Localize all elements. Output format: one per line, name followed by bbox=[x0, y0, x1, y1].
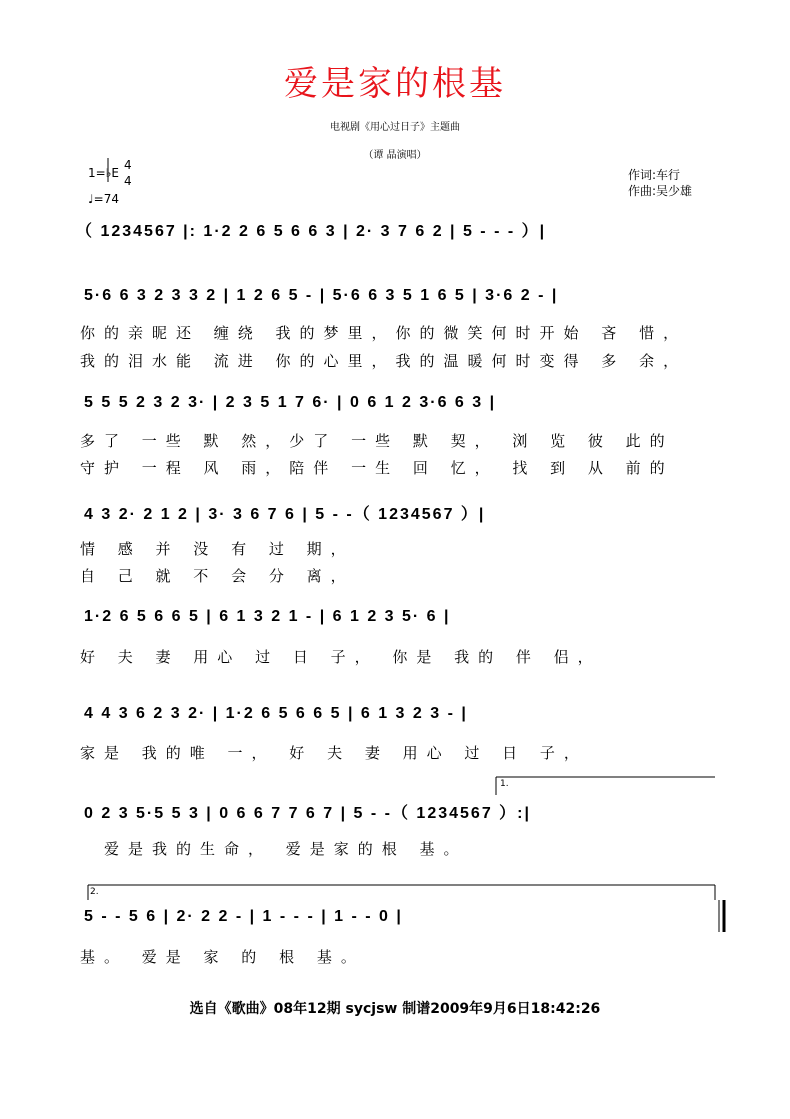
lyric-line: 自 己 就 不 会 分 离， bbox=[80, 567, 355, 585]
notation-row: 5·6 6 3 2 3 3 2 | 1 2 6 5 - | 5·6 6 3 5 1 6 5 | 3·6 2 - | bbox=[84, 287, 559, 304]
key-signature: 1=♭E bbox=[88, 166, 119, 180]
lyric-line: 家是 我的唯 一， 好 夫 妻 用心 过 日 子， bbox=[80, 744, 588, 762]
volta-1-label: 1. bbox=[500, 779, 509, 789]
composer-credit: 作曲:吴少雄 bbox=[628, 184, 693, 198]
notation-row: 4 4 3 6 2 3 2· | 1·2 6 5 6 6 5 | 6 1 3 2 3 - | bbox=[84, 705, 468, 722]
subtitle: 电视剧《用心过日子》主题曲 bbox=[330, 122, 460, 133]
notation-row: 1·2 6 5 6 6 5 | 6 1 3 2 1 - | 6 1 2 3 5· 6 | bbox=[84, 608, 451, 625]
notation-row: 0 2 3 5·5 5 3 | 0 6 6 7 7 6 7 | 5 - -（ 1234567 ）:| bbox=[84, 805, 531, 822]
page-title: 爱是家的根基 bbox=[284, 64, 506, 104]
tempo-marking: ♩=74 bbox=[88, 192, 119, 206]
lyric-line: 你的亲昵还 缠绕 我的梦里，你的微笑何时开始 吝 惜， bbox=[80, 324, 688, 342]
lyricist-credit: 作词:车行 bbox=[628, 168, 681, 182]
lyric-line: 多了 一些 默 然，少了 一些 默 契， 浏 览 彼 此的 bbox=[80, 432, 674, 450]
notation-row: 5 - - 5 6 | 2· 2 2 - | 1 - - - | 1 - - 0 | bbox=[84, 908, 403, 925]
lyric-line: 基。 爱是 家 的 根 基。 bbox=[80, 948, 365, 966]
volta-2-label: 2. bbox=[90, 887, 99, 897]
notation-row: 4 3 2· 2 1 2 | 3· 3 6 7 6 | 5 - -（ 1234567 ）| bbox=[84, 506, 486, 523]
footer-source: 选自《歌曲》08年12期 sycjsw 制谱2009年9月6日18:42:26 bbox=[189, 1001, 601, 1017]
lyric-line: 我的泪水能 流进 你的心里，我的温暖何时变得 多 余， bbox=[80, 352, 688, 370]
time-signature-top: 4 bbox=[124, 158, 132, 172]
time-signature-bottom: 4 bbox=[124, 174, 132, 188]
notation-row: 5 5 5 2 3 2 3· | 2 3 5 1 7 6· | 0 6 1 2 3·6 6 3 | bbox=[84, 394, 497, 411]
lyric-line: 守护 一程 风 雨，陪伴 一生 回 忆， 找 到 从 前的 bbox=[80, 459, 674, 477]
singer-credit: （谭 晶演唱） bbox=[363, 150, 427, 161]
lyric-line: 情 感 并 没 有 过 期， bbox=[80, 540, 355, 558]
notation-row: （ 1234567 |: 1·2 2 6 5 6 6 3 | 2· 3 7 6 2 | 5 - - - ）| bbox=[76, 223, 547, 240]
lyric-line: 爱是我的生命， 爱是家的根 基。 bbox=[104, 840, 468, 858]
lyric-line: 好 夫 妻 用心 过 日 子， 你是 我的 伴 侣， bbox=[80, 648, 602, 666]
